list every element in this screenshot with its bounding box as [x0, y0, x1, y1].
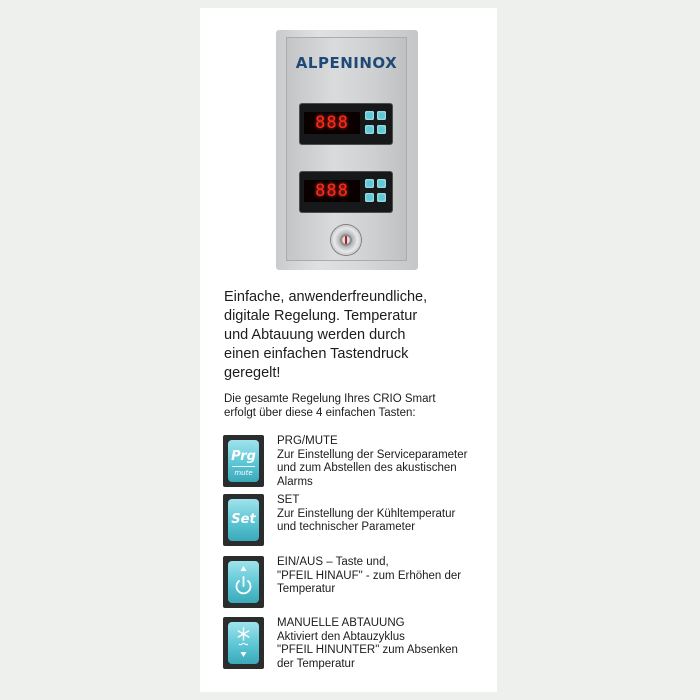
defrost-down-button — [223, 617, 264, 669]
key-icon[interactable] — [365, 125, 374, 134]
headline-line: einen einfachen Tastendruck — [224, 346, 409, 362]
set-key-icon — [228, 499, 259, 541]
power-up-button — [223, 556, 264, 608]
power-up-arrow-icon — [228, 561, 259, 603]
button-desc-line: Zur Einstellung der Kühltemperatur — [277, 507, 456, 520]
headline-line: Einfache, anwenderfreundliche, — [224, 289, 428, 305]
lock-slot — [345, 236, 347, 244]
headline — [224, 288, 484, 383]
display-top: 888 — [304, 112, 360, 134]
key-icon[interactable] — [365, 111, 374, 120]
headline-line: geregelt! — [224, 365, 281, 381]
button-description — [277, 556, 483, 597]
button-title: PRG/MUTE — [277, 435, 338, 447]
button-description — [277, 617, 483, 671]
defrost-down-arrow-icon — [228, 622, 259, 664]
button-description — [277, 494, 483, 535]
prg-mute-key-icon — [228, 440, 259, 482]
lock-core — [340, 234, 352, 246]
key-icon[interactable] — [377, 193, 386, 202]
intro-line: erfolgt über diese 4 einfachen Tasten: — [224, 407, 416, 419]
button-desc-line: "PFEIL HINUNTER" zum Absenken — [277, 644, 458, 656]
button-desc-line: der Temperatur — [277, 657, 355, 670]
button-title: MANUELLE ABTAUUNG — [277, 617, 405, 629]
prg-mute-button — [223, 435, 264, 487]
controller-top — [300, 104, 392, 144]
key-lock-icon[interactable] — [331, 225, 361, 255]
key-label-set: Set — [231, 512, 256, 527]
control-panel-plate — [286, 37, 407, 261]
headline-line: digitale Regelung. Temperatur — [224, 308, 418, 324]
controller-bottom — [300, 172, 392, 212]
key-icon[interactable] — [365, 179, 374, 188]
set-button — [223, 494, 264, 546]
key-label-prg: Prg — [231, 449, 256, 464]
power-up-arrow-icon-graphic — [228, 561, 259, 603]
display-bottom: 888 — [304, 180, 360, 202]
key-icon[interactable] — [377, 111, 386, 120]
button-title: EIN/AUS – Taste und, — [277, 556, 389, 568]
button-row-power-up — [223, 556, 483, 610]
brand-logo: ALPENINOX — [295, 54, 398, 72]
control-panel — [276, 30, 418, 270]
button-row-defrost-down — [223, 617, 483, 671]
intro-line: Die gesamte Regelung Ihres CRIO Smart — [224, 393, 436, 405]
button-desc-line: Aktiviert den Abtauzyklus — [277, 630, 405, 643]
button-row-set — [223, 494, 483, 548]
button-desc-line: und zum Abstellen des akustischen — [277, 462, 457, 474]
controller-keys-bottom — [364, 177, 388, 207]
defrost-down-arrow-icon-graphic — [228, 622, 259, 664]
button-desc-line: Alarms — [277, 475, 313, 488]
key-icon[interactable] — [365, 193, 374, 202]
controller-keys-top — [364, 109, 388, 139]
button-row-prg-mute — [223, 435, 483, 489]
button-title: SET — [277, 494, 300, 506]
button-desc-line: Zur Einstellung der Serviceparameter — [277, 448, 468, 461]
headline-line: und Abtauung werden durch — [224, 327, 406, 343]
button-desc-line: und technischer Parameter — [277, 521, 416, 533]
intro-text — [224, 392, 486, 420]
button-desc-line: "PFEIL HINAUF" - zum Erhöhen der — [277, 569, 462, 582]
key-label-mute: mute — [232, 466, 255, 478]
key-icon[interactable] — [377, 179, 386, 188]
button-description — [277, 435, 483, 489]
key-icon[interactable] — [377, 125, 386, 134]
button-desc-line: Temperatur — [277, 583, 336, 595]
